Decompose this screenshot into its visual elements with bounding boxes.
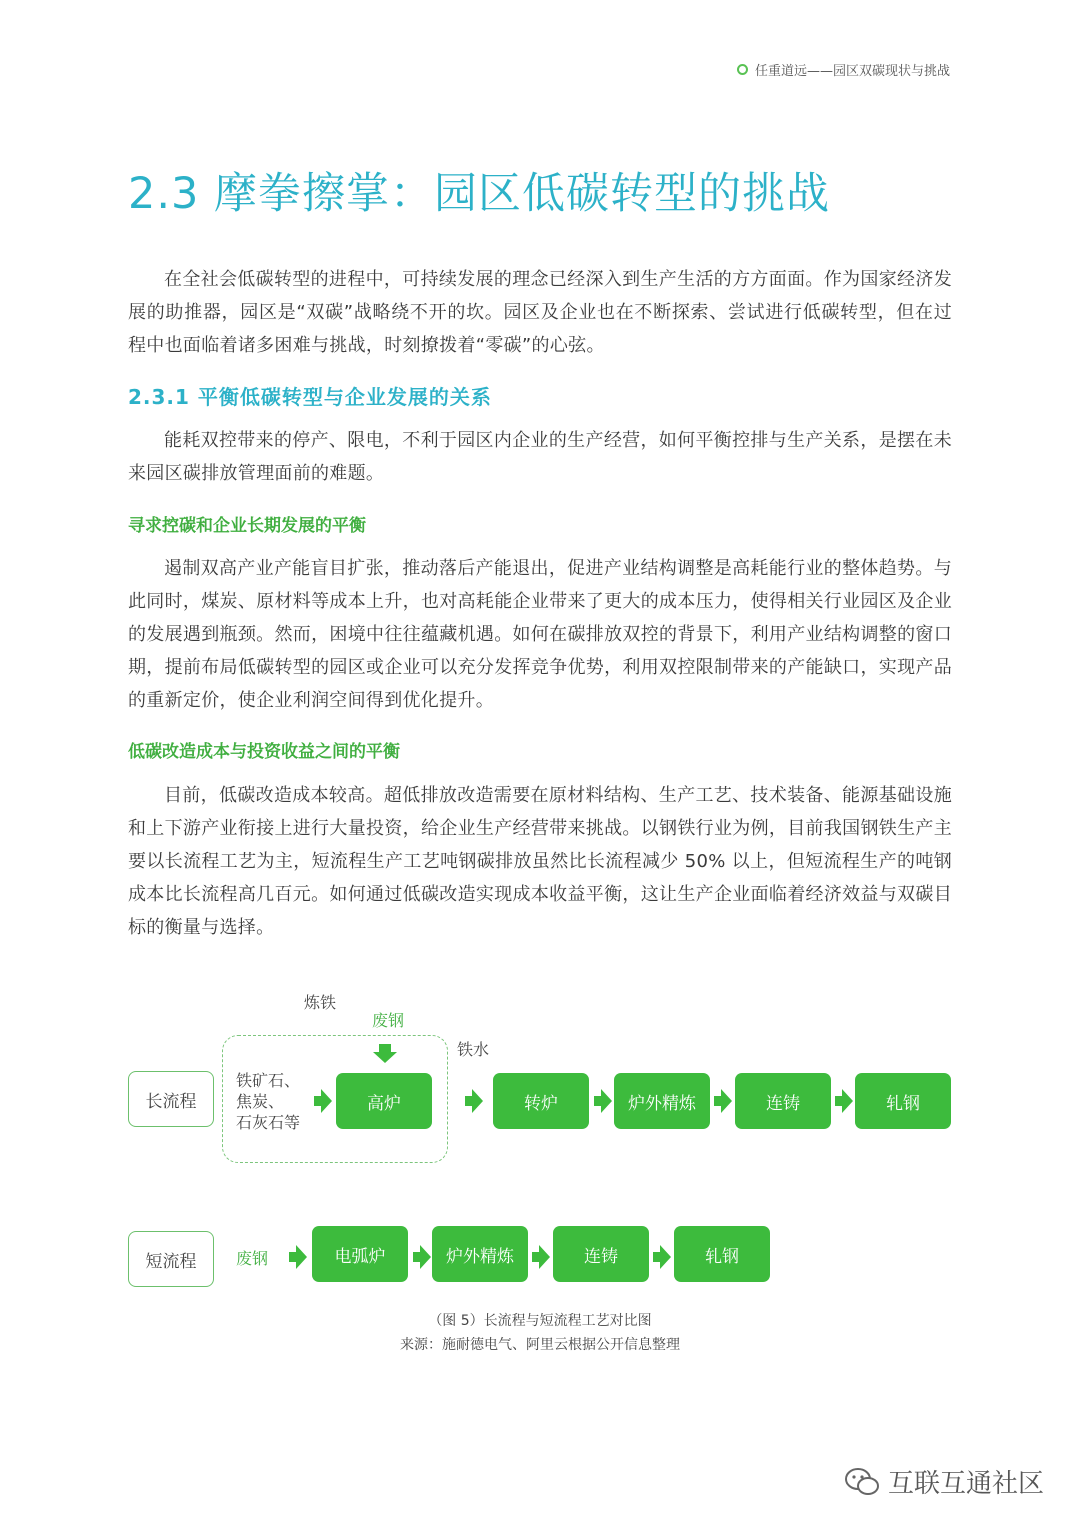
right-arrow-icon — [465, 1089, 483, 1113]
figure-caption: （图 5）长流程与短流程工艺对比图 — [428, 1313, 652, 1329]
watermark-text: 互联互通社区 — [887, 1469, 1044, 1499]
topic2-paragraph: 目前，低碳改造成本较高。超低排放改造需要在原材料结构、生产工艺、技术装备、能源基础设施和上下游产业衔接上进行大量投资，给企业生产经营带来挑战。以钢铁行业为例，目前我国钢铁生产主要以长流程工艺为主，短流程生产工艺吨钢碳排放虽然比长流程减少 50% 以上，但短流程生产的吨钢成本比长流程高几百元。如何通过低碳改造实现成本收益平衡，这让生产企业面临着经济效益与双碳目标的衡量与选择。 — [128, 785, 952, 938]
short-casting-step: 连铸 — [553, 1226, 649, 1282]
molten-iron-label: 铁水 — [457, 1040, 490, 1059]
right-arrow-icon — [532, 1245, 550, 1269]
short-refining-step: 炉外精炼 — [432, 1226, 528, 1282]
short-process-label: 短流程 — [128, 1231, 214, 1287]
arc-furnace-step: 电弧炉 — [312, 1226, 408, 1282]
right-arrow-icon — [314, 1089, 332, 1113]
short-rolling-step: 轧钢 — [674, 1226, 770, 1282]
section-title: 2.3 摩拳擦掌：园区低碳转型的挑战 — [128, 169, 831, 219]
raw-materials-label — [236, 1070, 300, 1133]
running-header — [737, 60, 950, 79]
scrap-input-label: 废钢 — [372, 1011, 405, 1030]
casting-step: 连铸 — [735, 1073, 831, 1129]
watermark — [844, 1463, 1044, 1500]
refining-step: 炉外精炼 — [614, 1073, 710, 1129]
right-arrow-icon — [835, 1089, 853, 1113]
topic2-heading: 低碳改造成本与投资收益之间的平衡 — [128, 742, 400, 762]
right-arrow-icon — [714, 1089, 732, 1113]
intro-paragraph: 在全社会低碳转型的进程中，可持续发展的理念已经深入到生产生活的方方面面。作为国家经济发展的助推器，园区是“双碳”战略绕不开的坎。园区及企业也在不断探索、尝试进行低碳转型，但在过程中也面临着诸多困难与挑战，时刻撩拨着“零碳”的心弦。 — [128, 269, 952, 356]
long-process-label: 长流程 — [128, 1071, 214, 1127]
right-arrow-icon — [653, 1245, 671, 1269]
subsection-paragraph: 能耗双控带来的停产、限电，不利于园区内企业的生产经营，如何平衡控排与生产关系，是摆在未来园区碳排放管理面前的难题。 — [128, 430, 952, 484]
raw-material-2: 焦炭、 — [236, 1092, 285, 1111]
blast-furnace-step: 高炉 — [336, 1073, 432, 1129]
subsection-heading: 2.3.1 平衡低碳转型与企业发展的关系 — [128, 385, 492, 409]
raw-material-3: 石灰石等 — [236, 1113, 301, 1132]
ironmaking-label: 炼铁 — [304, 993, 337, 1012]
raw-material-1: 铁矿石、 — [236, 1071, 301, 1090]
right-arrow-icon — [594, 1089, 612, 1113]
circle-bullet-icon — [737, 64, 748, 75]
running-header-text: 任重道远——园区双碳现状与挑战 — [754, 64, 950, 79]
topic1-paragraph: 遏制双高产业产能盲目扩张，推动落后产能退出，促进产业结构调整是高耗能行业的整体趋势。与此同时，煤炭、原材料等成本上升，也对高耗能企业带来了更大的成本压力，使得相关行业园区及企业的发展遇到瓶颈。然而，困境中往往蕴藏机遇。如何在碳排放双控的背景下，利用产业结构调整的窗口期，提前布局低碳转型的园区或企业可以充分发挥竞争优势，利用双控限制带来的产能缺口，实现产品的重新定价，使企业利润空间得到优化提升。 — [128, 558, 952, 711]
short-scrap-input-label: 废钢 — [236, 1249, 269, 1268]
figure-source: 来源：施耐德电气、阿里云根据公开信息整理 — [400, 1337, 680, 1353]
converter-step: 转炉 — [493, 1073, 589, 1129]
right-arrow-icon — [413, 1245, 431, 1269]
down-arrow-icon — [373, 1044, 397, 1064]
rolling-step: 轧钢 — [855, 1073, 951, 1129]
right-arrow-icon — [289, 1245, 307, 1269]
wechat-icon — [844, 1467, 880, 1497]
topic1-heading: 寻求控碳和企业长期发展的平衡 — [128, 516, 366, 536]
